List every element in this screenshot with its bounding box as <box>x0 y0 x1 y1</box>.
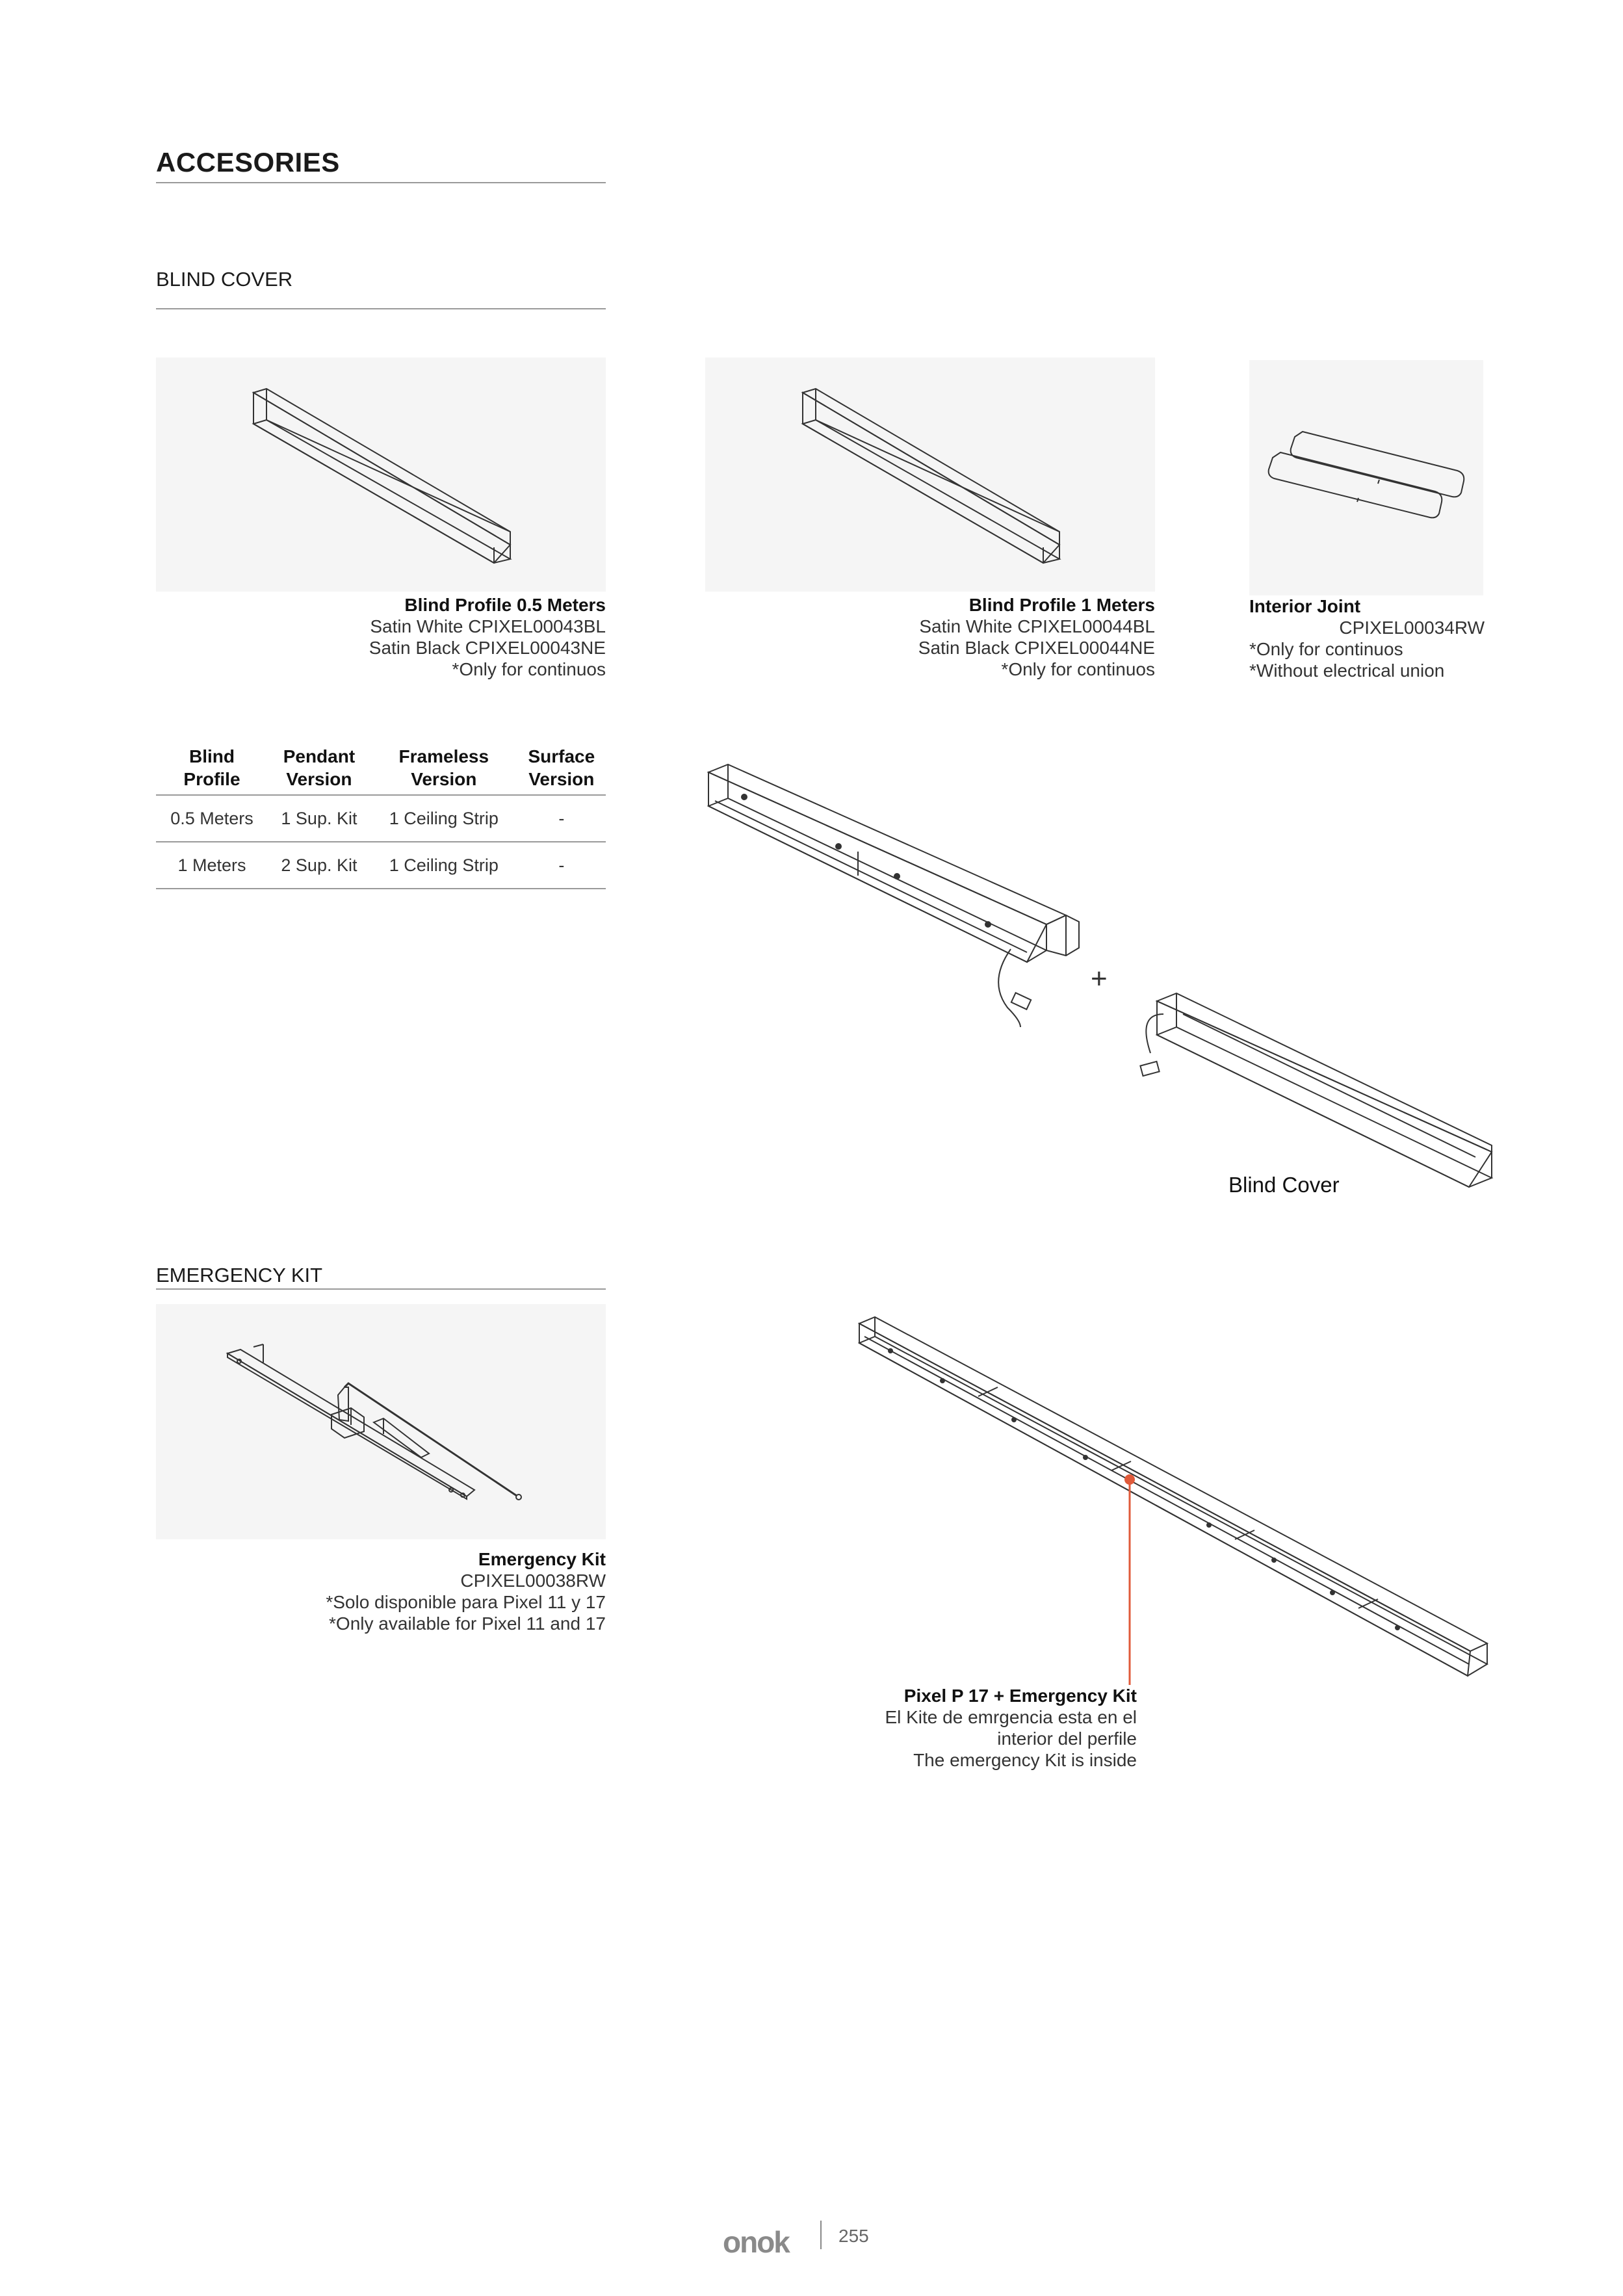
product-image-blind-profile-05 <box>156 358 606 592</box>
table-cell: - <box>517 842 606 889</box>
product-line: *Without electrical union <box>1249 660 1445 681</box>
table-cell: 1 Ceiling Strip <box>370 795 517 842</box>
caption-interior-joint <box>1249 595 1485 681</box>
product-line: *Only available for Pixel 11 and 17 <box>329 1613 606 1634</box>
section-divider <box>156 308 606 309</box>
product-image-emergency-kit <box>156 1304 606 1539</box>
column-header: Surface Version <box>528 746 595 789</box>
product-image-interior-joint <box>1249 360 1483 595</box>
table-row <box>156 842 606 889</box>
table-cell: 1 Ceiling Strip <box>370 842 517 889</box>
table-cell: 0.5 Meters <box>156 795 268 842</box>
column-header: Frameless Version <box>398 746 489 789</box>
product-code: CPIXEL00034RW <box>1339 618 1485 638</box>
blind-cover-label: Blind Cover <box>1228 1173 1340 1197</box>
caption-emergency-kit <box>326 1548 606 1634</box>
title-divider <box>156 182 606 183</box>
product-line: *Solo disponible para Pixel 11 y 17 <box>326 1592 606 1612</box>
blind-profile-table <box>156 745 606 889</box>
product-code: CPIXEL00038RW <box>460 1571 606 1591</box>
callout-title: Pixel P 17 + Emergency Kit <box>903 1686 1137 1706</box>
product-line: *Only for continuos <box>1249 639 1403 659</box>
plus-sign: + <box>1091 963 1108 995</box>
column-header: Blind Profile <box>183 746 240 789</box>
product-title: Blind Profile 0.5 Meters <box>404 595 606 615</box>
callout-line: El Kite de emrgencia esta en el <box>885 1707 1137 1727</box>
product-line: *Only for continuos <box>1001 659 1155 679</box>
table-cell: - <box>517 795 606 842</box>
section-divider <box>156 1288 606 1290</box>
brand-logo: onok <box>723 2225 789 2259</box>
page-title: ACCESORIES <box>156 147 340 177</box>
column-header: Pendant Version <box>283 746 356 789</box>
callout-line: interior del perfile <box>997 1729 1137 1749</box>
pixel-p17-diagram <box>851 1300 1495 1703</box>
assembly-diagram <box>702 741 1495 1222</box>
product-line: Satin White CPIXEL00043BL <box>370 616 606 636</box>
product-title: Blind Profile 1 Meters <box>968 595 1155 615</box>
product-line: Satin Black CPIXEL00043NE <box>369 638 606 658</box>
product-title: Interior Joint <box>1249 596 1361 616</box>
product-line: Satin Black CPIXEL00044NE <box>918 638 1155 658</box>
callout-line: The emergency Kit is inside <box>913 1750 1137 1770</box>
section-heading-blind-cover: BLIND COVER <box>156 268 293 291</box>
page-number: 255 <box>838 2226 869 2246</box>
section-heading-emergency-kit: EMERGENCY KIT <box>156 1264 323 1286</box>
footer-divider <box>820 2221 822 2249</box>
product-line: *Only for continuos <box>452 659 606 679</box>
table-cell: 1 Sup. Kit <box>268 795 370 842</box>
table-row <box>156 795 606 842</box>
table-header-row <box>156 745 606 795</box>
callout-marker <box>1124 1474 1135 1485</box>
caption-blind-profile-1 <box>918 594 1155 680</box>
table-cell: 2 Sup. Kit <box>268 842 370 889</box>
product-title: Emergency Kit <box>478 1549 606 1569</box>
caption-blind-profile-05 <box>369 594 606 680</box>
caption-pixel-p17 <box>885 1685 1137 1771</box>
table-cell: 1 Meters <box>156 842 268 889</box>
product-image-blind-profile-1 <box>705 358 1155 592</box>
product-line: Satin White CPIXEL00044BL <box>919 616 1155 636</box>
